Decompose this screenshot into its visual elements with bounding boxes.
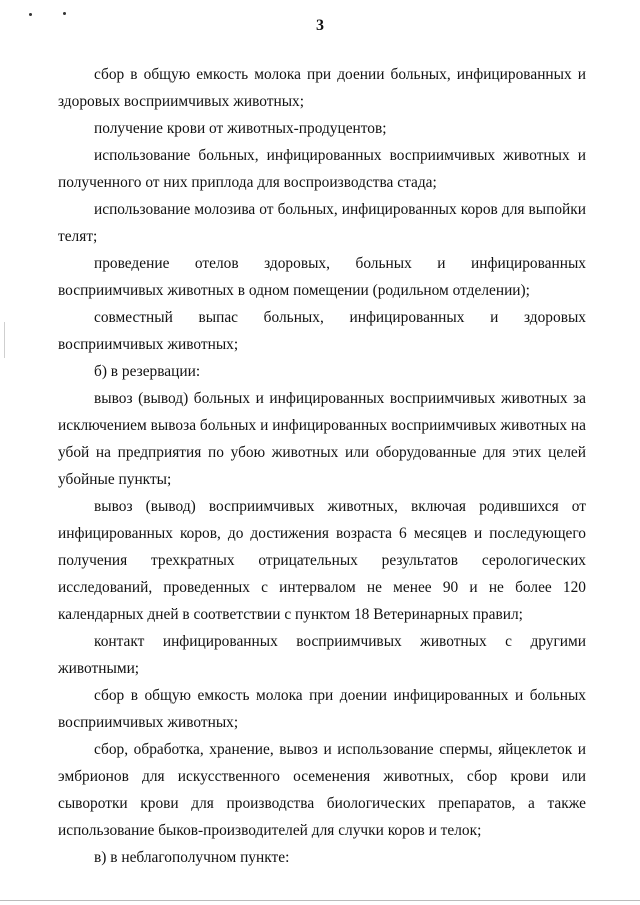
- scan-mark: [63, 12, 66, 15]
- page-bottom-edge: [0, 900, 640, 901]
- paragraph: вывоз (вывод) больных и инфицированных восприимчивых животных за исключением вывоза больных и инфицированных восприимчивых животных на убой на предприятия по убою животных или оборудованные для этих целей убойные пункты;: [58, 390, 586, 488]
- paragraph: сбор в общую емкость молока при доении инфицированных и больных восприимчивых животных;: [58, 687, 586, 731]
- paragraph: сбор в общую емкость молока при доении больных, инфицированных и здоровых восприимчивых животных;: [58, 66, 586, 110]
- document-body: [58, 61, 586, 871]
- section-heading-v: в) в неблагополучном пункте:: [94, 849, 290, 866]
- scan-mark: [29, 13, 32, 16]
- section-heading-b: б) в резервации:: [94, 363, 201, 380]
- paragraph: проведение отелов здоровых, больных и инфицированных восприимчивых животных в одном помещении (родильном отделении);: [58, 255, 586, 299]
- paragraph: совместный выпас больных, инфицированных и здоровых восприимчивых животных;: [58, 309, 586, 353]
- paragraph: получение крови от животных-продуцентов;: [94, 120, 387, 137]
- paragraph: сбор, обработка, хранение, вывоз и использование спермы, яйцеклеток и эмбрионов для искусственного осеменения животных, сбор крови или сыворотки крови для производства биологических препаратов, а также использование быков-производителей для случки коров и телок;: [58, 741, 586, 839]
- paragraph: использование больных, инфицированных восприимчивых животных и полученного от них приплода для воспроизводства стада;: [58, 147, 586, 191]
- paragraph: использование молозива от больных, инфицированных коров для выпойки телят;: [58, 201, 586, 245]
- paragraph: контакт инфицированных восприимчивых животных с другими животными;: [58, 633, 586, 677]
- scan-margin-mark: [4, 322, 5, 358]
- paragraph: вывоз (вывод) восприимчивых животных, включая родившихся от инфицированных коров, до достижения возраста 6 месяцев и последующего получения трехкратных отрицательных результатов серологических исследований, проведенных с интервалом не менее 90 и не более 120 календарных дней в соответствии с пунктом 18 Ветеринарных правил;: [58, 498, 586, 623]
- page-number: 3: [316, 17, 324, 34]
